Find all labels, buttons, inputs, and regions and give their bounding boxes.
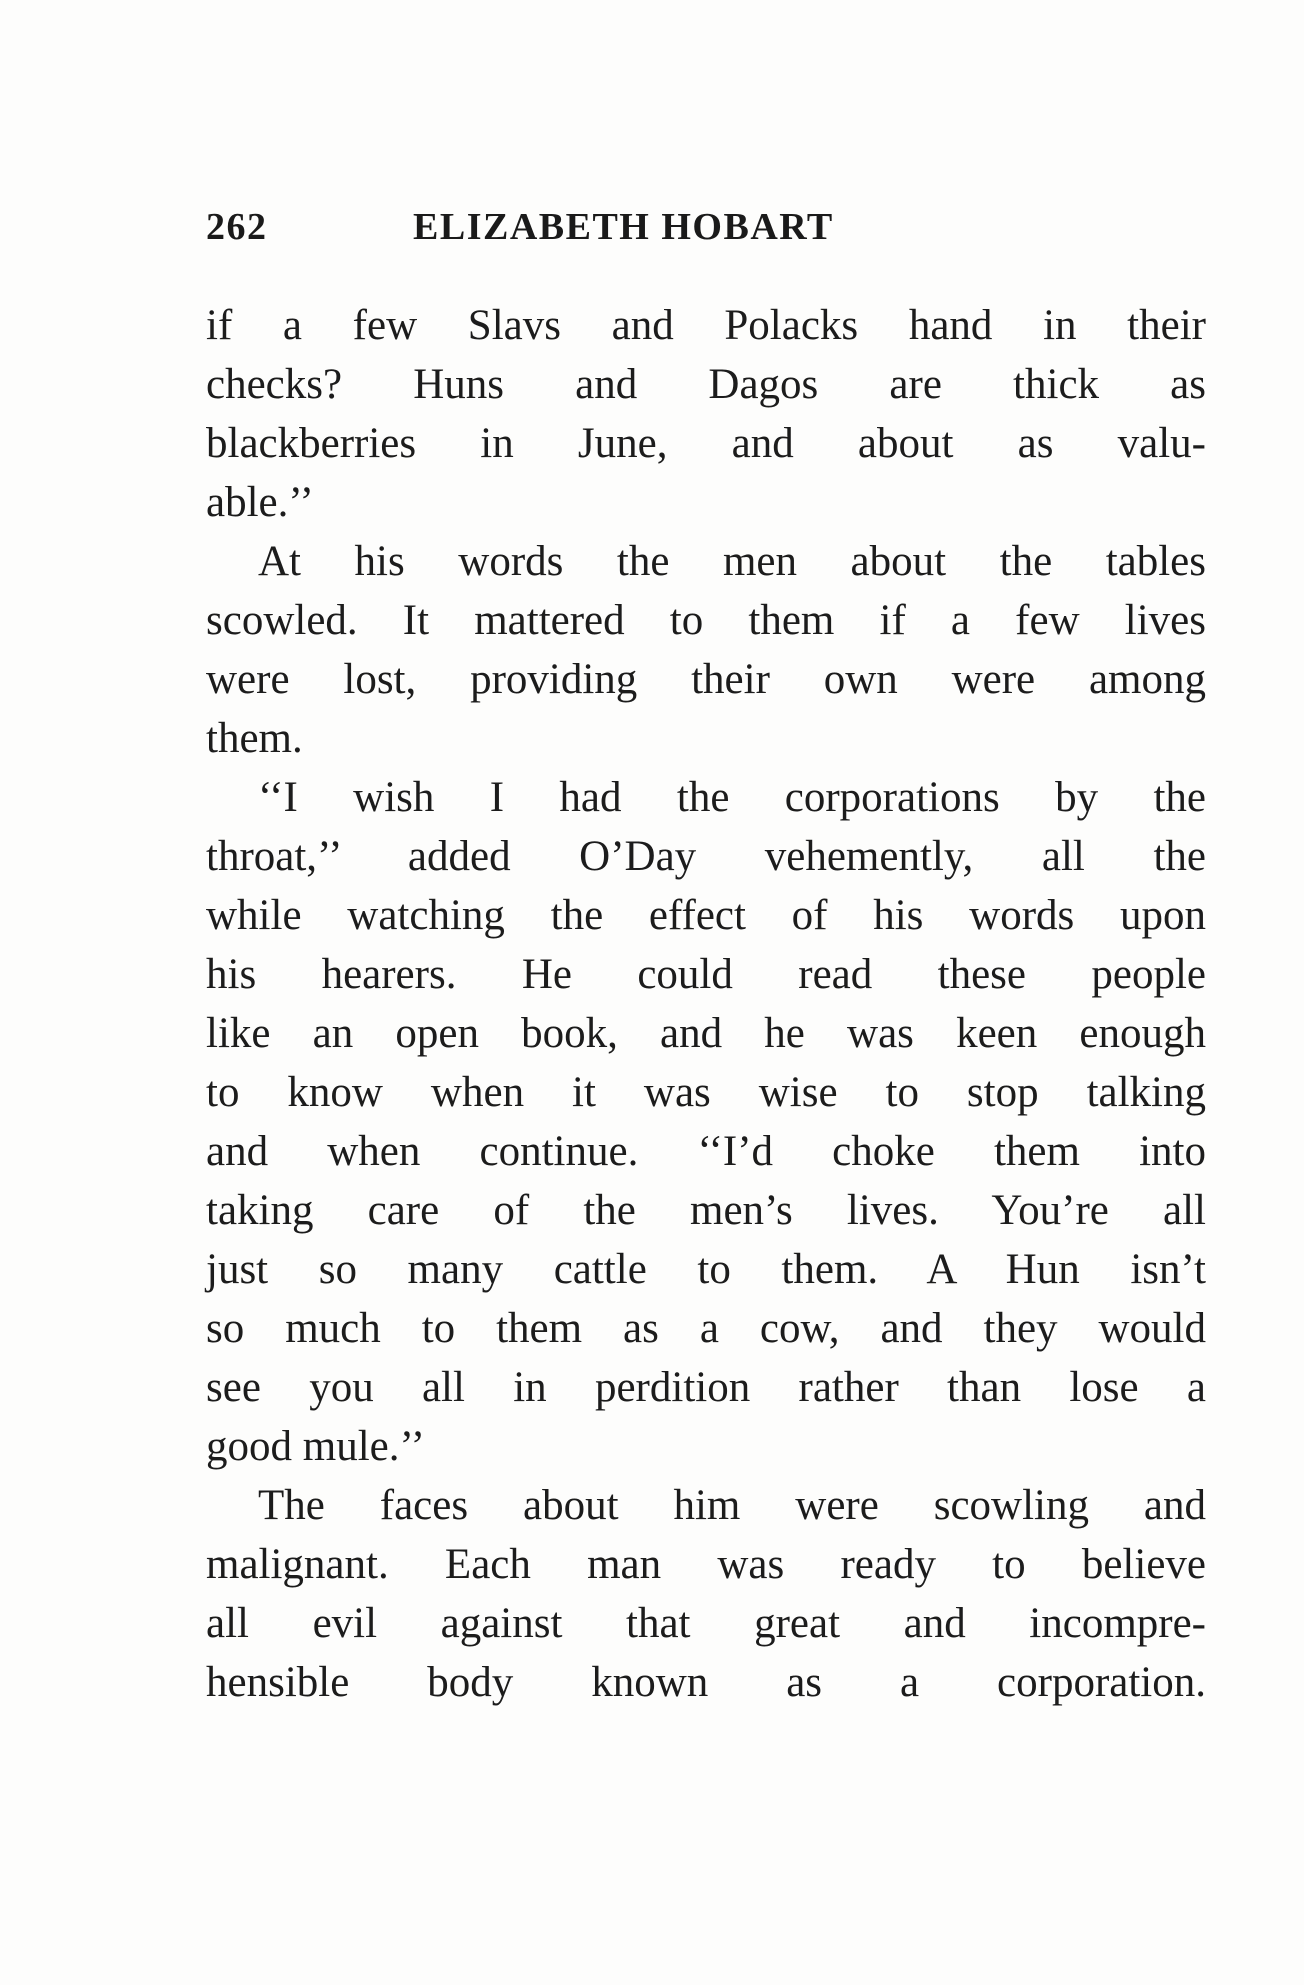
text-line: to know when it was wise to stop talking [206,1069,1206,1116]
text-line: The faces about him were scowling and [258,1482,1206,1529]
text-line: hensible body known as a corporation. [206,1659,1206,1706]
running-head [206,205,1206,255]
text-line: ‘‘I wish I had the corporations by the [258,774,1206,821]
text-line: his hearers. He could read these people [206,951,1206,998]
text-line: and when continue. ‘‘I’d choke them into [206,1128,1206,1175]
text-line: so much to them as a cow, and they would [206,1305,1206,1352]
text-line: At his words the men about the tables [258,538,1206,585]
text-line: were lost, providing their own were among [206,656,1206,703]
text-line: good mule.’’ [206,1423,425,1470]
running-title: ELIZABETH HOBART [413,206,834,248]
page-number: 262 [206,206,268,248]
text-line: just so many cattle to them. A Hun isn’t [206,1246,1206,1293]
text-line: if a few Slavs and Polacks hand in their [206,302,1206,349]
text-line: checks? Huns and Dagos are thick as [206,361,1206,408]
text-line: blackberries in June, and about as valu- [206,420,1206,467]
text-line: malignant. Each man was ready to believe [206,1541,1206,1588]
text-line: see you all in perdition rather than lose a [206,1364,1206,1411]
text-line: them. [206,715,303,762]
text-line: scowled. It mattered to them if a few lives [206,597,1206,644]
text-line: all evil against that great and incompre- [206,1600,1206,1647]
text-line: able.’’ [206,479,314,526]
text-line: while watching the effect of his words upon [206,892,1206,939]
text-line: taking care of the men’s lives. You’re all [206,1187,1206,1234]
text-line: like an open book, and he was keen enough [206,1010,1206,1057]
text-line: throat,’’ added O’Day vehemently, all the [206,833,1206,880]
